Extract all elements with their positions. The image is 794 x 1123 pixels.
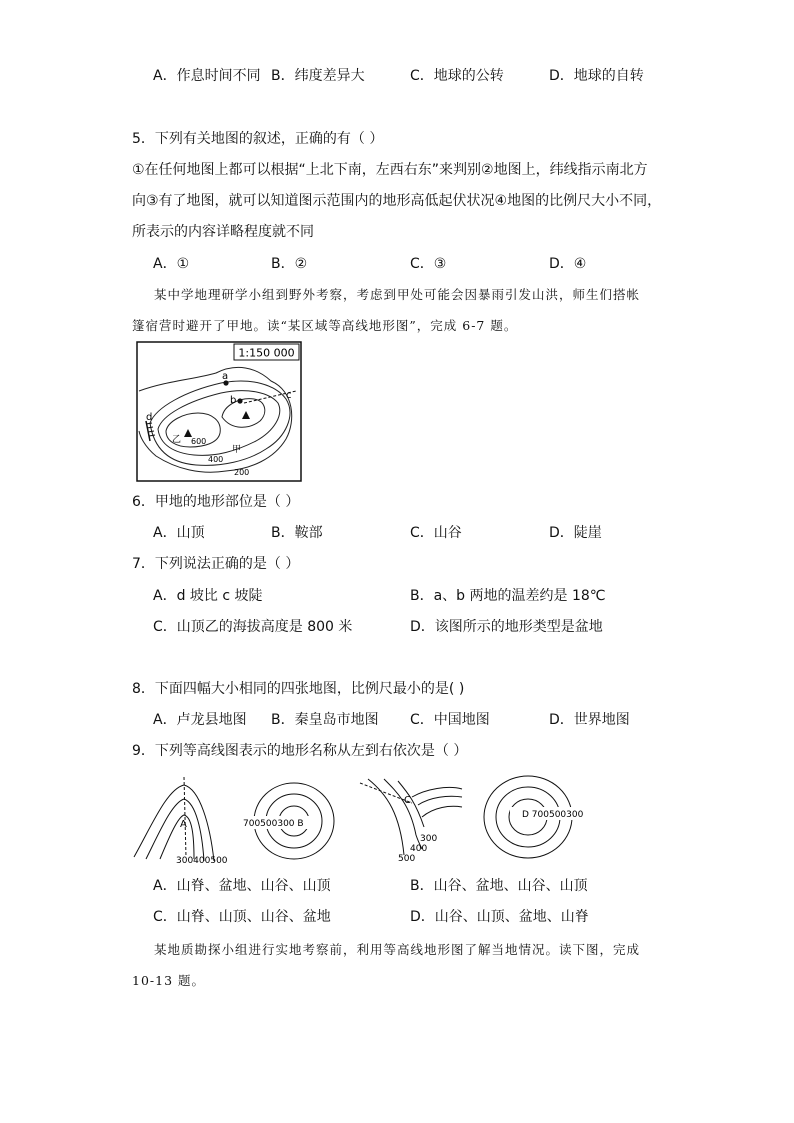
- q6-option-a: A．山顶: [153, 525, 205, 541]
- intro-10-13-line-1: 某地质勘探小组进行实地考察前，利用等高线地形图了解当地情况。读下图，完成: [154, 942, 641, 957]
- q9-option-d: D．山谷、山顶、盆地、山脊: [410, 909, 589, 925]
- q5-line-3: 所表示的内容详略程度就不同: [132, 224, 314, 240]
- q6-option-b: B．鞍部: [271, 525, 323, 541]
- label-c: c: [286, 390, 292, 401]
- q8-option-d: D．世界地图: [549, 712, 630, 728]
- contour-figure-b: [240, 775, 340, 867]
- fig-a-values: 300400500: [176, 856, 228, 866]
- contour-figure-d: [480, 773, 590, 865]
- q5-option-c: C．③: [410, 256, 447, 272]
- q8-option-b: B．秦皇岛市地图: [271, 712, 379, 728]
- label-yi: 乙: [172, 435, 182, 445]
- q5-option-a: A．①: [153, 256, 190, 272]
- fig-a-label: A: [180, 819, 187, 830]
- q7-option-b: B．a、b 两地的温差约是 18℃: [410, 588, 606, 604]
- label-b: b: [230, 395, 237, 406]
- q5-option-d: D．④: [549, 256, 587, 272]
- q7-option-d: D．该图所示的地形类型是盆地: [410, 619, 603, 635]
- q9-option-b: B．山谷、盆地、山谷、山顶: [410, 878, 588, 894]
- contour-label-400: 400: [208, 455, 224, 464]
- fig-b-label: 700500300 B: [243, 819, 304, 829]
- q5-line-2: 向③有了地图，就可以知道图示范围内的地形高低起伏状况④地图的比例尺大小不同，: [132, 193, 662, 209]
- fig-c-400: 400: [410, 844, 428, 854]
- intro-6-7-line-2: 篷宿营时避开了甲地。读“某区域等高线地形图”，完成 6-7 题。: [132, 318, 518, 333]
- q7-option-c: C．山顶乙的海拔高度是 800 米: [153, 619, 353, 635]
- fig-c-label: C: [404, 795, 411, 806]
- q5-option-b: B．②: [271, 256, 308, 272]
- q7-option-a: A．d 坡比 c 坡陡: [153, 588, 263, 604]
- contour-label-600: 600: [191, 437, 207, 446]
- q6-option-c: C．山谷: [410, 525, 462, 541]
- contour-label-200: 200: [234, 468, 250, 477]
- q9-stem: 9．下列等高线图表示的地形名称从左到右依次是（ ）: [132, 743, 468, 759]
- q4-option-b: B．纬度差异大: [271, 68, 365, 84]
- q8-option-a: A．卢龙县地图: [153, 712, 247, 728]
- point-b: [237, 398, 242, 403]
- q8-option-c: C．中国地图: [410, 712, 490, 728]
- fig-c-300: 300: [420, 834, 438, 844]
- q5-stem: 5．下列有关地图的叙述，正确的有（ ）: [132, 131, 384, 147]
- q4-option-a: A．作息时间不同: [153, 68, 261, 84]
- label-a: a: [222, 371, 229, 382]
- contour-map: [136, 341, 302, 482]
- intro-10-13-line-2: 10-13 题。: [132, 973, 206, 988]
- label-d: d: [146, 412, 153, 423]
- contour-figure-a: [132, 775, 232, 867]
- q9-option-a: A．山脊、盆地、山谷、山顶: [153, 878, 331, 894]
- intro-6-7-line-1: 某中学地理研学小组到野外考察，考虑到甲处可能会因暴雨引发山洪，师生们搭帐: [154, 287, 641, 302]
- q7-stem: 7．下列说法正确的是（ ）: [132, 556, 300, 572]
- q5-line-1: ①在任何地图上都可以根据“上北下南，左西右东”来判别②地图上，纬线指示南北方: [132, 162, 648, 178]
- q6-stem: 6．甲地的地形部位是（ ）: [132, 494, 300, 510]
- map-scale: 1:150 000: [238, 346, 295, 360]
- q6-option-d: D．陡崖: [549, 525, 602, 541]
- q8-stem: 8．下面四幅大小相同的四张地图，比例尺最小的是( ): [132, 681, 465, 697]
- fig-d-label: D 700500300: [522, 810, 584, 820]
- q4-option-c: C．地球的公转: [410, 68, 504, 84]
- q4-option-d: D．地球的自转: [549, 68, 644, 84]
- q9-option-c: C．山脊、山顶、山谷、盆地: [153, 909, 331, 925]
- fig-c-500: 500: [398, 854, 416, 864]
- label-jia: 甲: [232, 445, 242, 455]
- contour-figure-c: [358, 775, 468, 867]
